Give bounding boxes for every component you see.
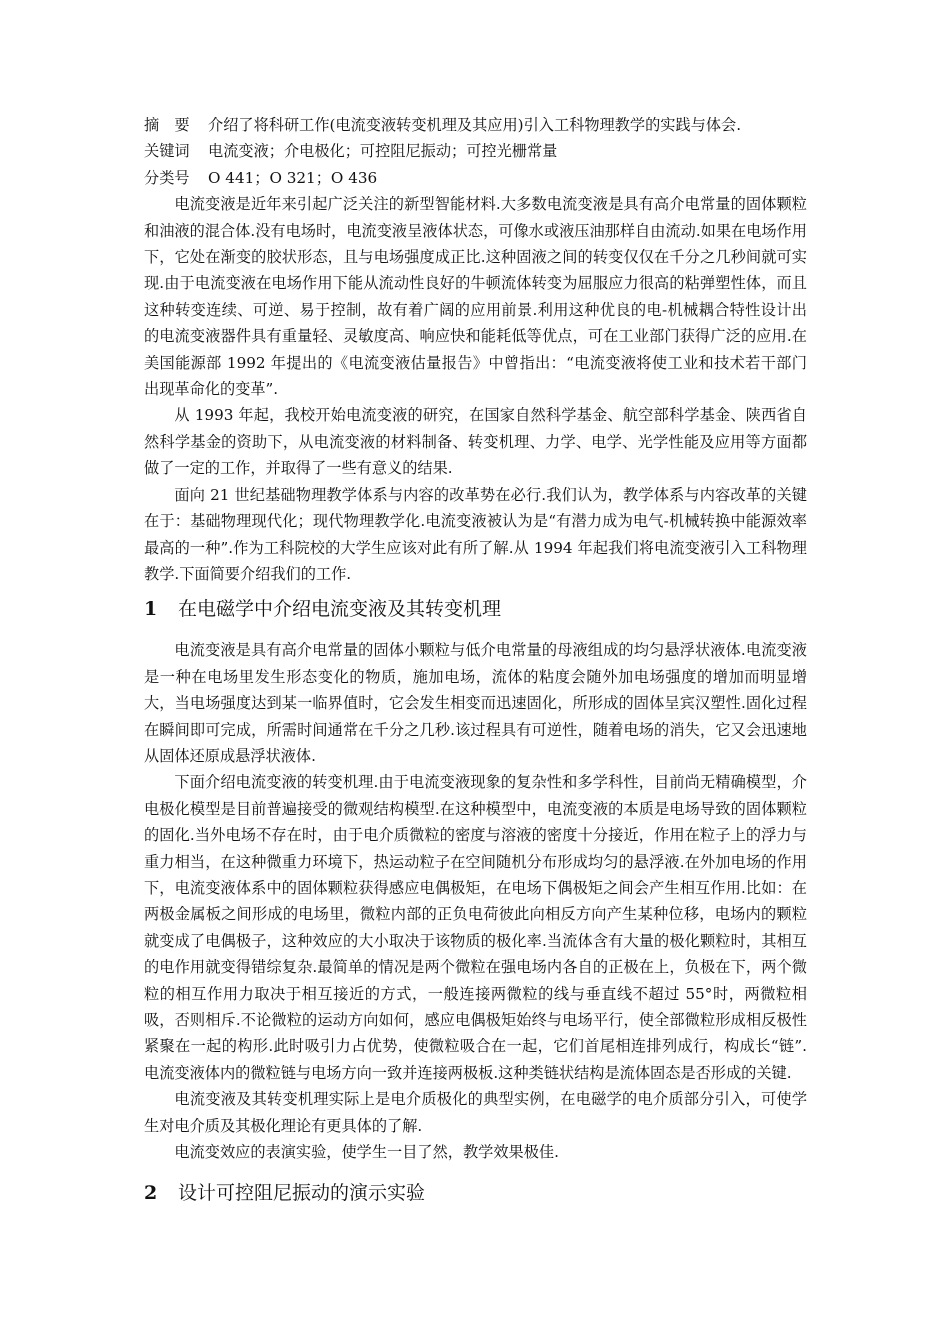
section-1-paragraph: 电流变效应的表演实验，使学生一目了然，教学效果极佳. [174,1143,559,1162]
intro-paragraph: 电流变液是近年来引起广泛关注的新型智能材料.大多数电流变液是具有高介电常量的固体颗粒和油液的混合体.没有电场时，电流变液呈液体状态，可像水或液压油那样自由流动.如果在电场作用下，它处在渐变的胶状形态，且与电场强度成正比.这种固液之间的转变仅仅在千分之几秒间就可实现.由于电流变液在电场作用下能从流动性良好的牛顿流体转变为屈服应力很高的粘弹塑性体，而且这种转变连续、可逆、易于控制，故有着广阔的应用前景.利用这种优良的电-机械耦合特性设计出的电流变液器件具有重量轻、灵敏度高、响应快和能耗低等优点，可在工业部门获得广泛的应用.在美国能源部 1992 年提出的《电流变液估量报告》中曾指出：“电流变液将使工业和技术若干部门出现革命化的变革”. [144,195,807,399]
keywords-text: 电流变液；介电极化；可控阻尼振动；可控光栅常量 [208,142,558,161]
abstract-text: 介绍了将科研工作(电流变液转变机理及其应用)引入工科物理教学的实践与体会. [208,116,742,134]
section-1-title: 在电磁学中介绍电流变液及其转变机理 [178,598,502,621]
section-2-title: 设计可控阻尼振动的演示实验 [178,1182,426,1205]
section-1-paragraph: 电流变液及其转变机理实际上是电介质极化的典型实例，在电磁学的电介质部分引入，可使学生对电介质及其极化理论有更具体的了解. [144,1090,807,1135]
section-2-heading [144,1179,807,1207]
section-1-number: 1 [144,598,158,621]
section-1-paragraph: 电流变液是具有高介电常量的固体小颗粒与低介电常量的母液组成的均匀悬浮状液体.电流变液是一种在电场里发生形态变化的物质，施加电场，流体的粘度会随外加电场强度的增加而明显增大，当电场强度达到某一临界值时，它会发生相变而迅速固化，所形成的固体呈宾汉塑性.固化过程在瞬间即可完成，所需时间通常在千分之几秒.该过程具有可逆性，随着电场的消失，它又会迅速地从固体还原成悬浮状液体. [144,641,807,765]
intro-paragraph: 从 1993 年起，我校开始电流变液的研究，在国家自然科学基金、航空部科学基金、陕西省自然科学基金的资助下，从电流变液的材料制备、转变机理、力学、电学、光学性能及应用等方面都做了一定的工作，并取得了一些有意义的结果. [144,406,807,478]
intro-paragraph: 面向 21 世纪基础物理教学体系与内容的改革势在必行.我们认为，教学体系与内容改革的关键在于：基础物理现代化；现代物理教学化.电流变液被认为是“有潜力成为电气-机械转换中能源效率最高的一种”.作为工科院校的大学生应该对此有所了解.从 1994 年起我们将电流变液引入工科物理教学.下面简要介绍我们的工作. [144,485,807,583]
classification-text: O 441；O 321；O 436 [208,168,378,187]
section-1-paragraph: 下面介绍电流变液的转变机理.由于电流变液现象的复杂性和多学科性，目前尚无精确模型，介电极化模型是目前普遍接受的微观结构模型.在这种模型中，电流变液的本质是电场导致的固体颗粒的固化.当外电场不存在时，由于电介质微粒的密度与溶液的密度十分接近，作用在粒子上的浮力与重力相当，在这种微重力环境下，热运动粒子在空间随机分布形成均匀的悬浮液.在外加电场的作用下，电流变液体系中的固体颗粒获得感应电偶极矩，在电场下偶极矩之间会产生相互作用.比如：在两极金属板之间形成的电场里，微粒内部的正负电荷彼此向相反方向产生某种位移，电场内的颗粒就变成了电偶极子，这种效应的大小取决于该物质的极化率.当流体含有大量的极化颗粒时，其相互的电作用就变得错综复杂.最简单的情况是两个微粒在强电场内各自的正极在上，负极在下，两个微粒的相互作用力取决于相互接近的方式，一般连接两微粒的线与垂直线不超过 55°时，两微粒相吸，否则相斥.不论微粒的运动方向如何，感应电偶极矩始终与电场平行，使全部微粒形成相反极性紧聚在一起的构形.此时吸引力占优势，使微粒吸合在一起，它们首尾相连排列成行，构成长“链”.电流变液体内的微粒链与电场方向一致并连接两极板.这种类链状结构是流体固态是否形成的关键. [144,773,807,1082]
article-page [144,112,807,1221]
keywords-key: 关键词 [144,142,190,161]
section-2-number: 2 [144,1182,158,1205]
classification-line [144,165,807,191]
section-1-heading [144,595,807,623]
keywords-line [144,138,807,164]
abstract-line [144,112,807,138]
abstract-key: 摘 要 [144,116,190,134]
classification-key: 分类号 [144,168,190,187]
